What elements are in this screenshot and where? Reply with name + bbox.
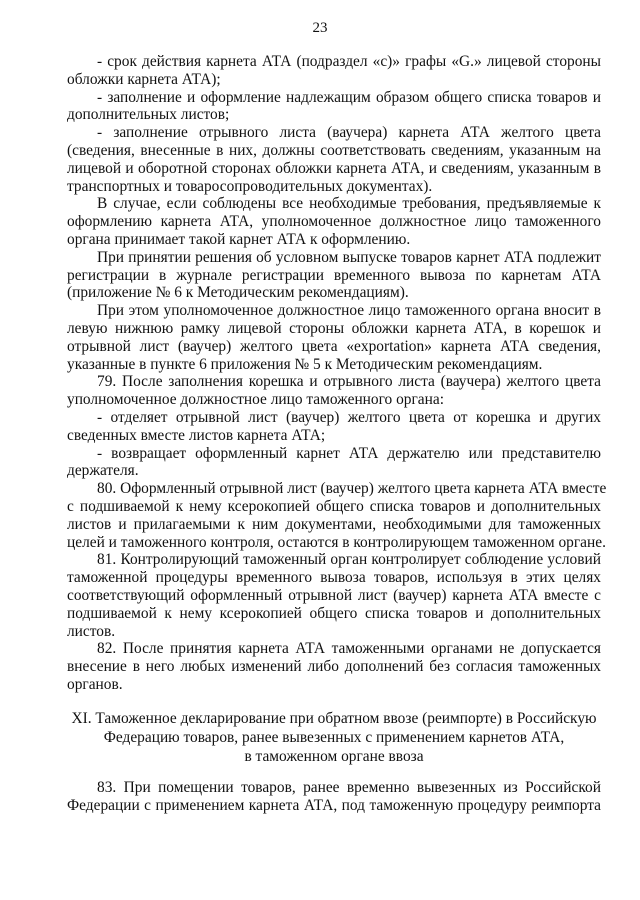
paragraph-line: - заполнение отрывного листа (ваучера) карнета АТА желтого цвета (97, 124, 601, 142)
paragraph-line: (сведения, внесенные в них, должны соответствовать сведениям, указанным на (67, 141, 601, 159)
paragraph-line: 79. После заполнения корешка и отрывного листа (ваучера) желтого цвета (97, 373, 601, 391)
paragraph-line: При принятии решения об условном выпуске товаров карнет АТА подлежит (97, 248, 601, 266)
body-text (67, 53, 607, 694)
section-heading (67, 709, 601, 766)
paragraph (67, 124, 601, 195)
paragraph-line: Федерации с применением карнета АТА, под таможенную процедуру реимпорта (67, 796, 601, 814)
paragraph-line: левую нижнюю рамку лицевой стороны обложки карнета АТА, в корешок и (67, 319, 601, 337)
paragraph (67, 373, 601, 409)
paragraph-line: уполномоченное должностное лицо таможенного органа: (67, 391, 444, 409)
paragraph (67, 409, 601, 445)
heading-line: в таможенном органе ввоза (244, 748, 424, 765)
paragraph-line: лицевой и оборотной сторонах обложки карнета АТА, и сведениям, указанным в (67, 159, 601, 177)
paragraph-line: отрывной лист (ваучер) желтого цвета «exportation» карнета АТА сведения, (67, 337, 601, 355)
paragraph-line: - возвращает оформленный карнет АТА держателю или представителю (97, 444, 601, 462)
paragraph-line: При этом уполномоченное должностное лицо таможенного органа вносит в (97, 302, 601, 320)
paragraph-line: 80. Оформленный отрывной лист (ваучер) желтого цвета карнета АТА вместе (97, 480, 607, 498)
paragraph-line: транспортных и товаросопроводительных документах). (67, 177, 433, 195)
paragraph-line: целей и таможенного контроля, остаются в контролирующем таможенном органе. (67, 533, 606, 551)
paragraph-line: - отделяет отрывной лист (ваучер) желтого цвета от корешка и других (97, 408, 601, 426)
paragraph-line: 83. При помещении товаров, ранее временно вывезенных из Российской (97, 779, 601, 796)
paragraph (67, 445, 601, 481)
paragraph-line: дополнительных листов; (67, 106, 230, 124)
paragraph-line: подшиваемой к нему ксерокопией общего списка товаров и дополнительных (67, 604, 601, 622)
paragraph-line: 81. Контролирующий таможенный орган контролирует соблюдение условий (97, 551, 601, 569)
paragraph-line: органов. (67, 675, 123, 693)
paragraph-line: таможенной процедуры временного вывоза товаров, используя в этих целях (67, 569, 601, 587)
paragraph-line: листов. (67, 622, 116, 640)
paragraph (67, 195, 601, 248)
paragraph-line: оформлению карнета АТА, уполномоченное должностное лицо таможенного (67, 213, 601, 231)
paragraph-line: - срок действия карнета АТА (подраздел «с)» графы «G.» лицевой стороны (97, 53, 601, 70)
paragraph-line: сведенных вместе листов карнета АТА; (67, 426, 326, 444)
paragraph-line: органа принимает такой карнет АТА к оформлению. (67, 230, 411, 248)
paragraph-line: держателя. (67, 462, 139, 480)
paragraph (67, 249, 601, 302)
paragraph-line: обложки карнета АТА); (67, 70, 221, 88)
paragraph-line: регистрации в журнале регистрации временного вывоза по карнетам АТА (67, 266, 601, 284)
paragraph-line: - заполнение и оформление надлежащим образом общего списка товаров и (97, 88, 601, 106)
paragraph (67, 551, 601, 640)
paragraph-line: соответствующий оформленный отрывной лист (ваучер) карнета АТА вместе с (67, 586, 601, 604)
paragraph-line: В случае, если соблюдены все необходимые требования, предъявляемые к (97, 195, 601, 213)
paragraph-83 (67, 779, 601, 815)
heading-line: XI. Таможенное декларирование при обратном ввозе (реимпорте) в Российскую (71, 710, 597, 727)
heading-line: Федерацию товаров, ранее вывезенных с применением карнетов АТА, (103, 729, 565, 746)
page-number: 23 (312, 20, 328, 36)
paragraph (67, 53, 601, 89)
paragraph (67, 480, 607, 551)
paragraph-line: (приложение № 6 к Методическим рекомендациям). (67, 284, 409, 302)
paragraph-line: 82. После принятия карнета АТА таможенными органами не допускается (97, 640, 601, 658)
paragraph-line: листов и прилагаемыми к ним документами, необходимыми для таможенных (67, 515, 601, 533)
paragraph (67, 302, 601, 373)
paragraph-line: указанные в пункте 6 приложения № 5 к Методическим рекомендациям. (67, 355, 543, 373)
paragraph-line: внесение в него любых изменений либо дополнений без согласия таможенных (67, 658, 601, 676)
paragraph-line: с подшиваемой к нему ксерокопией общего списка товаров и дополнительных (67, 497, 601, 515)
paragraph (67, 89, 601, 125)
paragraph (67, 640, 601, 693)
